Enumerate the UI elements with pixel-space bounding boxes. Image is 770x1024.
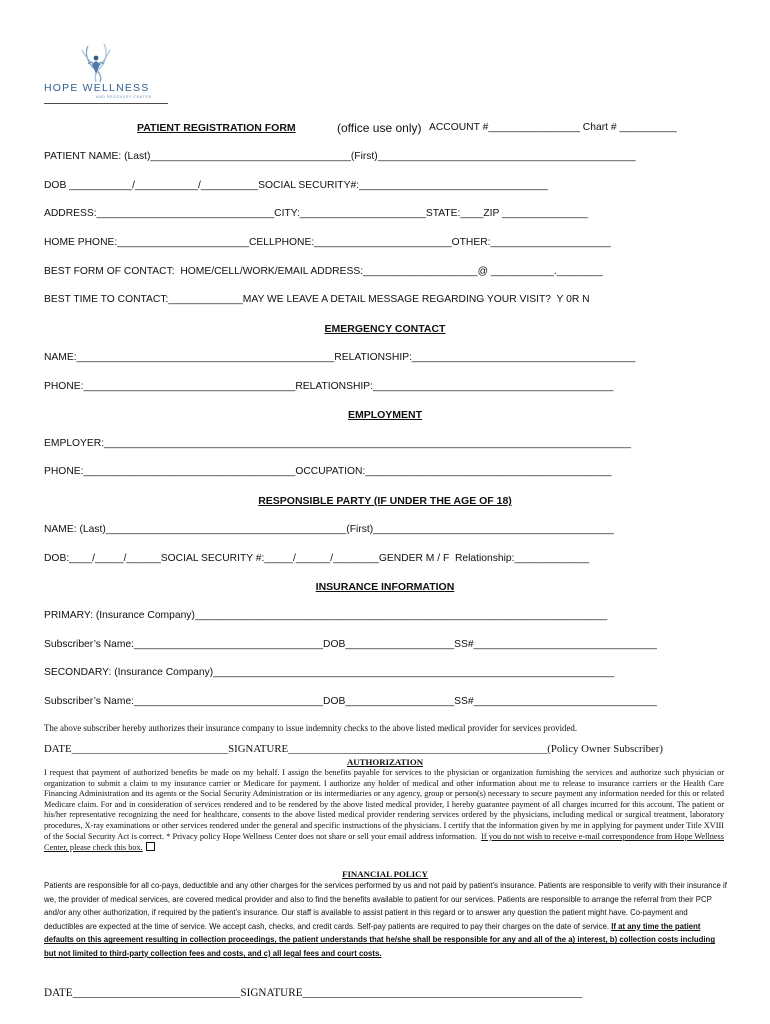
hope-wellness-logo bbox=[44, 40, 168, 106]
financial-heading: FINANCIAL POLICY bbox=[342, 869, 428, 879]
email-optout-checkbox[interactable] bbox=[146, 842, 155, 851]
logo-figure-icon bbox=[44, 40, 168, 84]
secondary-subscriber-field[interactable]: Subscriber’s Name:_________________________________DOB___________________SS#________________________________ bbox=[44, 696, 657, 707]
authorization-text bbox=[44, 768, 724, 854]
patient-name-field[interactable]: PATIENT NAME: (Last)___________________________________(First)_____________________________________________ bbox=[44, 151, 636, 162]
primary-insurance-field[interactable]: PRIMARY: (Insurance Company)________________________________________________________________________ bbox=[44, 610, 608, 621]
emergency-heading: EMERGENCY CONTACT bbox=[324, 323, 446, 335]
primary-subscriber-field[interactable]: Subscriber’s Name:_________________________________DOB___________________SS#________________________________ bbox=[44, 639, 657, 650]
secondary-insurance-field[interactable]: SECONDARY: (Insurance Company)______________________________________________________________________ bbox=[44, 667, 615, 678]
form-header bbox=[0, 121, 770, 137]
dob-ssn-field[interactable]: DOB ___________/___________/__________SOCIAL SECURITY#:_________________________________ bbox=[44, 180, 549, 191]
contact-time-field[interactable]: BEST TIME TO CONTACT:_____________MAY WE LEAVE A DETAIL MESSAGE REGARDING YOUR VISIT? Y 0R N bbox=[44, 294, 590, 305]
account-chart-field[interactable]: ACCOUNT #________________ Chart # __________ bbox=[429, 122, 677, 133]
financial-collection-text: If at any time the patient defaults on this agreement resulting in collection proceedings, the patient understands that he/she shall be responsible for any and all of the a) interest, b) collection costs including but not limited to third-party collection fees and costs, and c) all legal fees and court costs. bbox=[44, 921, 716, 958]
address-field[interactable]: ADDRESS:_______________________________CITY:______________________STATE:____ZIP _______________ bbox=[44, 208, 588, 219]
emergency-phone-field[interactable]: PHONE:_____________________________________RELATIONSHIP:__________________________________________ bbox=[44, 381, 614, 392]
logo-wordmark: HOPE WELLNESS bbox=[44, 82, 150, 94]
responsible-heading: RESPONSIBLE PARTY (IF UNDER THE AGE OF 18) bbox=[258, 495, 512, 507]
responsible-dob-field[interactable]: DOB:____/_____/______SOCIAL SECURITY #:_____/______/________GENDER M / F Relationship:_____________ bbox=[44, 553, 589, 564]
employment-phone-field[interactable]: PHONE:_____________________________________OCCUPATION:___________________________________________ bbox=[44, 466, 612, 477]
insurance-heading: INSURANCE INFORMATION bbox=[315, 581, 455, 593]
emergency-name-field[interactable]: NAME:_____________________________________________RELATIONSHIP:_______________________________________ bbox=[44, 352, 636, 363]
logo-subtitle: AND RECOVERY CENTER bbox=[96, 95, 152, 99]
footer-signature-field[interactable]: DATE______________________________SIGNATURE__________________________________________________ bbox=[44, 987, 583, 999]
office-use-label: (office use only) bbox=[337, 121, 422, 135]
financial-policy-text bbox=[44, 879, 728, 961]
financial-body: Patients are responsible for all co-pays, deductible and any other charges for the services performed by us and not paid by patient’s insurance. Patients are responsible to verify with their insurance if we, the provider of medical services, are covered medical provider and also to find the benefits available to patient for our services. Patients are responsible to arrange the referral from their PCP and/or any other authorization, if required by the patient’s insurance. Our staff is available to assist patient in this regard or to answer any question the patient might have. Co-payment and deductibles are expected at the time of service. We accept cash, checks, and credit cards. Self-pay patients are required to pay their charges on the date of service. bbox=[44, 881, 727, 931]
logo-divider bbox=[44, 103, 168, 104]
policy-owner-signature-field[interactable]: DATE_____________________________SIGNATURE________________________________________________(Policy Owner Subscriber) bbox=[44, 743, 663, 755]
responsible-name-field[interactable]: NAME: (Last)__________________________________________(First)__________________________________________ bbox=[44, 524, 614, 535]
authorization-body: I request that payment of authorized benefits be made on my behalf. I assign the benefits payable for services to the physician or organization furnishing the services and authorize such physician or organization to submit a claim to my insurance carrier or Medicare for payment. I authorize any holder of medical and other information about me to release to insurance carriers or the Health Care Financing Administration and its agents or the Social Security Administration or its intermediaries or any agency, group or person(s) necessary to secure payment any information needed for this or related Medicare claim. For and in consideration of services rendered and to be rendered by the above listed medical provider, I hereby guarantee payment of all charges incurred for this account. The patient or his/her representative recognizing the need for healthcare, consents to the above listed medical provider rendering services ordered by the physicians, including medical or surgical treatment, laboratory procedures, X-ray examinations or other services rendered under the general and specific instructions of the physicians. I certify that the information given by me in applying for payment under Title XVIII of the Social Security Act is correct. * Privacy policy Hope Wellness Center does not share or sell your email address information. bbox=[44, 768, 724, 841]
employer-field[interactable]: EMPLOYER:____________________________________________________________________________________________ bbox=[44, 438, 631, 449]
contact-form-field[interactable]: BEST FORM OF CONTACT: HOME/CELL/WORK/EMAIL ADDRESS:____________________@ ___________.________ bbox=[44, 266, 603, 277]
authorization-heading: AUTHORIZATION bbox=[346, 757, 424, 767]
email-optout-text: If you do not wish to receive e-mail correspondence from Hope Wellness Center, please check this box. bbox=[44, 831, 724, 853]
form-title: PATIENT REGISTRATION FORM bbox=[137, 122, 296, 134]
phone-fields[interactable]: HOME PHONE:_______________________CELLPHONE:________________________OTHER:_____________________ bbox=[44, 237, 611, 248]
subscriber-authorization-text: The above subscriber hereby authorizes their insurance company to issue indemnity checks to the above listed medical provider for services provided. bbox=[44, 723, 578, 733]
employment-heading: EMPLOYMENT bbox=[347, 409, 423, 421]
